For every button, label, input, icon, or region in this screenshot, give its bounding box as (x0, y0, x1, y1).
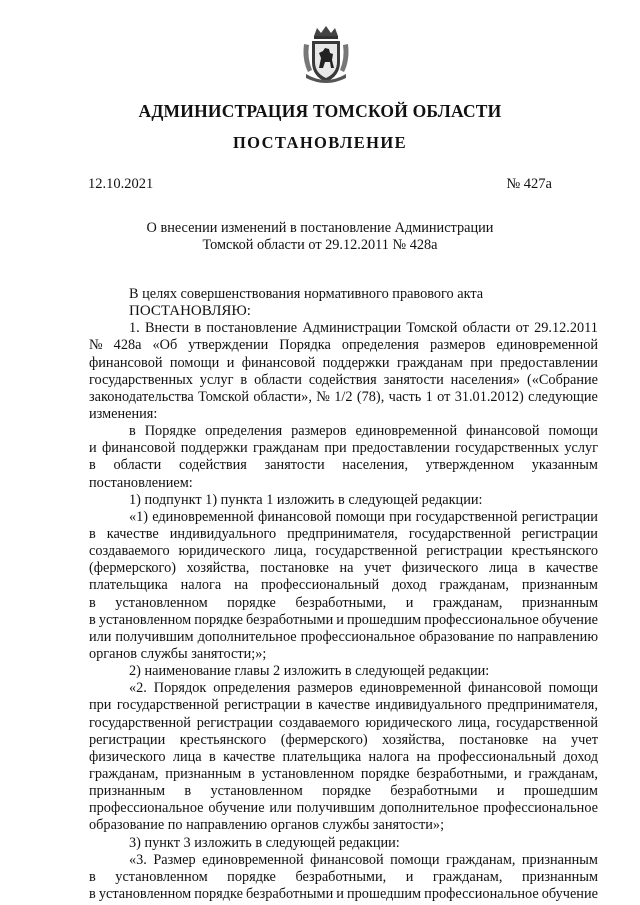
body-line: 1. Внести в постановление Администрации Томской области от 29.12.2011 (129, 320, 598, 337)
title-line: О внесении изменений в постановление Администрации (146, 220, 494, 236)
body-line: законодательства Томской области», № 1/2 (78), часть 1 от 31.01.2012) следующие (89, 388, 598, 405)
document-body (89, 286, 598, 903)
body-line: 3) пункт 3 изложить в следующей редакции: (129, 834, 400, 851)
body-line: в установленном порядке безработными, и гражданам, признанным (89, 868, 598, 885)
document-title (0, 220, 640, 254)
body-line: профессиональное обучение или получившим дополнительное профессиональное (89, 800, 598, 817)
body-line: физического лица в качестве плательщика налога на профессиональный доход (89, 748, 598, 765)
body-line: «2. Порядок определения размеров единовременной финансовой помощи (129, 680, 598, 697)
body-line: и финансовой поддержки гражданам при предоставлении государственных услуг (89, 440, 598, 457)
body-line: образование по направлению органов службы занятости»; (89, 817, 445, 834)
body-line: «3. Размер единовременной финансовой помощи гражданам, признанным (129, 851, 598, 868)
body-line: органов службы занятости;»; (89, 645, 267, 662)
body-line: «1) единовременной финансовой помощи при государственной регистрации (129, 508, 598, 525)
body-line: финансовой помощи и финансовой поддержки гражданам при предоставлении (89, 354, 598, 371)
body-line: (фермерского) хозяйства, постановке на учет физического лица в качестве (89, 560, 598, 577)
body-line: государственной регистрации создаваемого юридического лица, государственной (89, 714, 598, 731)
body-line: в установленном порядке безработными и прошедшим профессиональное обучение (89, 885, 598, 902)
body-line: регистрации крестьянского (фермерского) хозяйства, постановке на учет (89, 731, 598, 748)
body-line: № 428а «Об утверждении Порядка определения размеров единовременной (89, 337, 598, 354)
body-line: 1) подпункт 1) пункта 1 изложить в следующей редакции: (129, 491, 483, 508)
body-line: создаваемого юридического лица, государственной регистрации крестьянского (89, 543, 598, 560)
body-line: плательщика налога на профессиональный доход гражданам, признанным (89, 577, 598, 594)
body-line: изменения: (89, 405, 158, 422)
organization-name: АДМИНИСТРАЦИЯ ТОМСКОЙ ОБЛАСТИ (138, 101, 502, 121)
document-type: ПОСТАНОВЛЕНИЕ (232, 133, 408, 152)
body-line: при государственной регистрации в качестве индивидуального предпринимателя, (89, 697, 598, 714)
body-line: в Порядке определения размеров единовременной финансовой помощи (129, 423, 598, 440)
body-line: 2) наименование главы 2 изложить в следующей редакции: (129, 663, 490, 680)
body-line: государственных услуг в области содействия занятости населения» («Собрание (89, 371, 598, 388)
body-line: В целях совершенствования нормативного правового акта (129, 286, 484, 302)
body-line: или получившим дополнительное профессиональное образование по направлению (89, 628, 598, 645)
body-line: в качестве индивидуального предпринимателя, государственной регистрации (89, 525, 598, 542)
body-line: гражданам, признанным в установленном порядке безработными, и гражданам, (89, 765, 598, 782)
body-line: постановлением: (89, 474, 193, 491)
body-line: в установленном порядке безработными и прошедшим профессиональное обучение (89, 611, 598, 628)
body-line: в установленном порядке безработными, и гражданам, признанным (89, 594, 598, 611)
document-number: № 427а (506, 176, 552, 192)
coat-of-arms-icon (300, 24, 352, 86)
body-line: ПОСТАНОВЛЯЮ: (129, 303, 251, 320)
body-line: признанным в установленном порядке безработными и прошедшим (89, 783, 598, 800)
document-date: 12.10.2021 (88, 176, 154, 192)
title-line: Томской области от 29.12.2011 № 428а (202, 237, 438, 253)
body-line: в области содействия занятости населения, утвержденном указанным (89, 457, 598, 474)
